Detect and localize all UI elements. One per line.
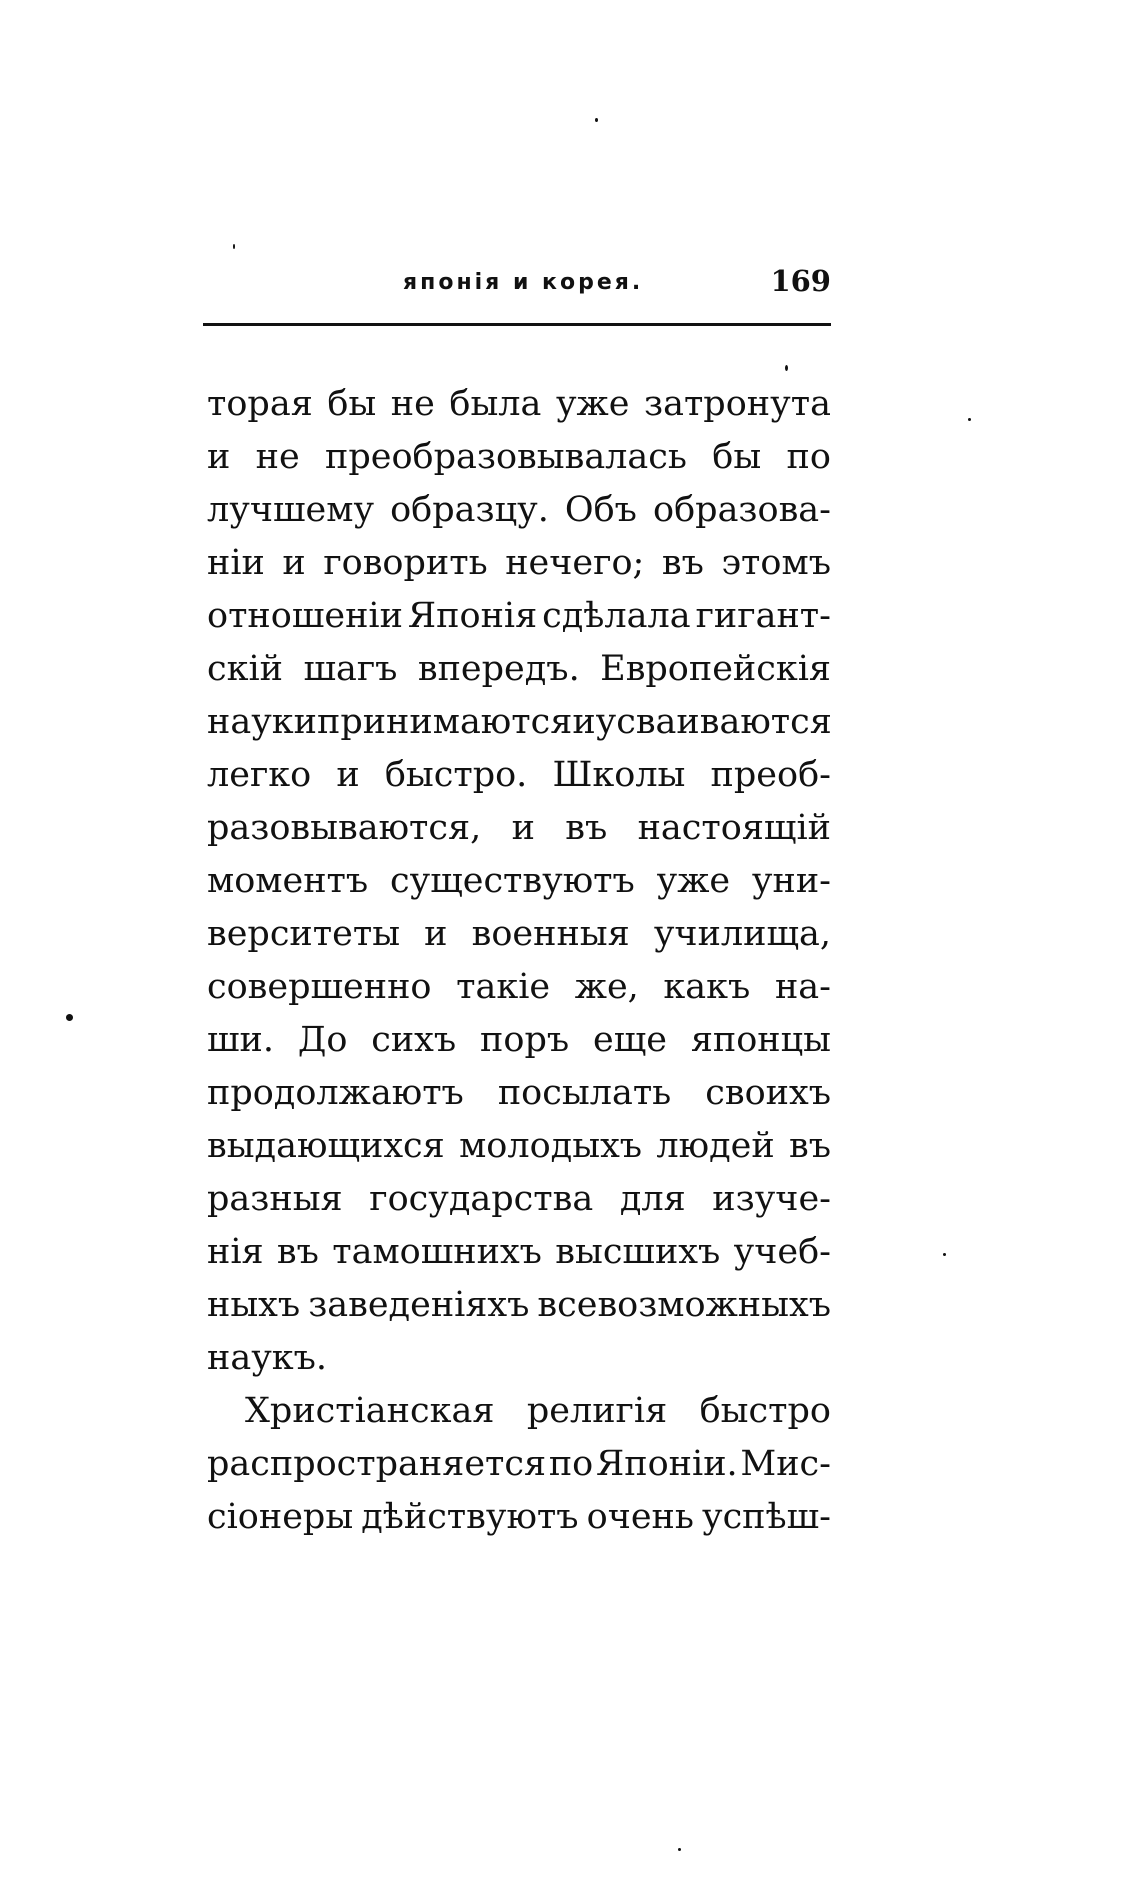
word: высшихъ: [555, 1232, 721, 1272]
text-line: [207, 1491, 831, 1544]
text-line: [207, 1226, 831, 1279]
scan-speck: [595, 118, 598, 122]
text-line: [207, 802, 831, 855]
word: Объ: [564, 490, 637, 530]
scan-speck: [66, 1014, 73, 1021]
word: торая: [207, 384, 313, 424]
word: уже: [555, 384, 630, 424]
word: дѣйствуютъ: [361, 1497, 579, 1537]
word: настоящій: [637, 808, 831, 848]
word: впередъ.: [417, 649, 580, 689]
page-number: 169: [770, 264, 831, 298]
word: ныхъ: [207, 1285, 301, 1325]
word: затронута: [643, 384, 831, 424]
word: продолжаютъ: [207, 1073, 464, 1113]
word: въ: [276, 1232, 319, 1272]
word: какъ: [663, 967, 751, 1007]
word: нечего;: [505, 543, 645, 583]
word: разныя: [207, 1179, 343, 1219]
word: въ: [565, 808, 608, 848]
word: успѣш-: [701, 1497, 831, 1537]
word: ши.: [207, 1020, 274, 1060]
word: существуютъ: [390, 861, 635, 901]
word: всевозможныхъ: [537, 1285, 831, 1325]
text-line: [207, 749, 831, 802]
word: посылать: [497, 1073, 672, 1113]
word: науки: [207, 702, 317, 742]
word: скій: [207, 649, 283, 689]
scan-speck: [785, 365, 788, 371]
word: лучшему: [207, 490, 375, 530]
word: не: [255, 437, 300, 477]
text-line: [207, 431, 831, 484]
word: не: [390, 384, 435, 424]
text-line: [207, 1120, 831, 1173]
text-line: [207, 378, 831, 431]
text-line: [207, 961, 831, 1014]
text-line: [207, 696, 831, 749]
word: заведеніяхъ: [308, 1285, 530, 1325]
text-line: [207, 643, 831, 696]
word: и: [424, 914, 448, 954]
scan-speck: [678, 1848, 681, 1851]
word: и: [511, 808, 535, 848]
word: въ: [789, 1126, 831, 1166]
text-line: [207, 1332, 831, 1385]
word: образцу.: [390, 490, 549, 530]
word: шагъ: [303, 649, 398, 689]
word: такіе: [456, 967, 551, 1007]
word: военныя: [471, 914, 630, 954]
running-title: японія и корея.: [403, 270, 644, 295]
text-line: [207, 1385, 831, 1438]
word: еще: [592, 1020, 667, 1060]
word: образова-: [653, 490, 831, 530]
word: и: [336, 755, 360, 795]
running-head: [203, 264, 831, 304]
word: сихъ: [371, 1020, 457, 1060]
word: Школы: [552, 755, 686, 795]
word: государства: [369, 1179, 594, 1219]
word: бы: [327, 384, 377, 424]
word: японцы: [690, 1020, 831, 1060]
word: людей: [656, 1126, 775, 1166]
word: по: [548, 1444, 594, 1484]
word: очень: [586, 1497, 694, 1537]
text-line: [207, 590, 831, 643]
word: сіонеры: [207, 1497, 354, 1537]
text-line: [207, 1438, 831, 1491]
text-line: [207, 1067, 831, 1120]
word: легко: [207, 755, 312, 795]
word: моментъ: [207, 861, 369, 901]
word: тамошнихъ: [332, 1232, 542, 1272]
word: уни-: [751, 861, 831, 901]
scan-speck: [943, 1253, 946, 1256]
word: преоб-: [710, 755, 831, 795]
word: своихъ: [705, 1073, 831, 1113]
word: ніи: [207, 543, 265, 583]
word: въ: [661, 543, 704, 583]
word: выдающихся: [207, 1126, 445, 1166]
word: гигант-: [695, 596, 831, 636]
word: распространяется: [207, 1444, 547, 1484]
word: религія: [526, 1391, 668, 1431]
scan-speck: [968, 418, 971, 421]
word: и: [282, 543, 306, 583]
word: Мис-: [740, 1444, 831, 1484]
word: и: [207, 437, 231, 477]
body-text: [207, 378, 831, 1544]
word: преобразовывалась: [325, 437, 687, 477]
text-line: [207, 1014, 831, 1067]
word: наукъ.: [207, 1338, 328, 1378]
word: отношеніи: [207, 596, 403, 636]
word: Японіи.: [596, 1444, 738, 1484]
word: быстро: [699, 1391, 831, 1431]
word: изуче-: [712, 1179, 831, 1219]
text-line: [207, 908, 831, 961]
word: молодыхъ: [459, 1126, 643, 1166]
word: разовываются,: [207, 808, 482, 848]
word: верситеты: [207, 914, 401, 954]
word: До: [297, 1020, 348, 1060]
text-line: [207, 1279, 831, 1332]
word: же,: [574, 967, 639, 1007]
word: поръ: [480, 1020, 570, 1060]
word: на-: [774, 967, 831, 1007]
word: нія: [207, 1232, 264, 1272]
word: для: [619, 1179, 686, 1219]
word: усваиваются: [595, 702, 832, 742]
header-rule: [203, 323, 831, 326]
word: училища,: [653, 914, 831, 954]
word: Христіанская: [245, 1391, 495, 1431]
text-line: [207, 484, 831, 537]
word: и: [572, 702, 596, 742]
word: Японія: [407, 596, 538, 636]
text-line: [207, 855, 831, 908]
word: была: [449, 384, 542, 424]
scan-speck: [233, 244, 235, 249]
word: уже: [656, 861, 731, 901]
text-line: [207, 1173, 831, 1226]
word: учеб-: [733, 1232, 831, 1272]
word: говорить: [323, 543, 488, 583]
word: бы: [712, 437, 762, 477]
word: Европейскія: [600, 649, 831, 689]
word: совершенно: [207, 967, 432, 1007]
word: принимаются: [317, 702, 573, 742]
word: по: [786, 437, 831, 477]
text-line: [207, 537, 831, 590]
word: сдѣлала: [542, 596, 691, 636]
word: быстро.: [384, 755, 528, 795]
word: этомъ: [721, 543, 831, 583]
